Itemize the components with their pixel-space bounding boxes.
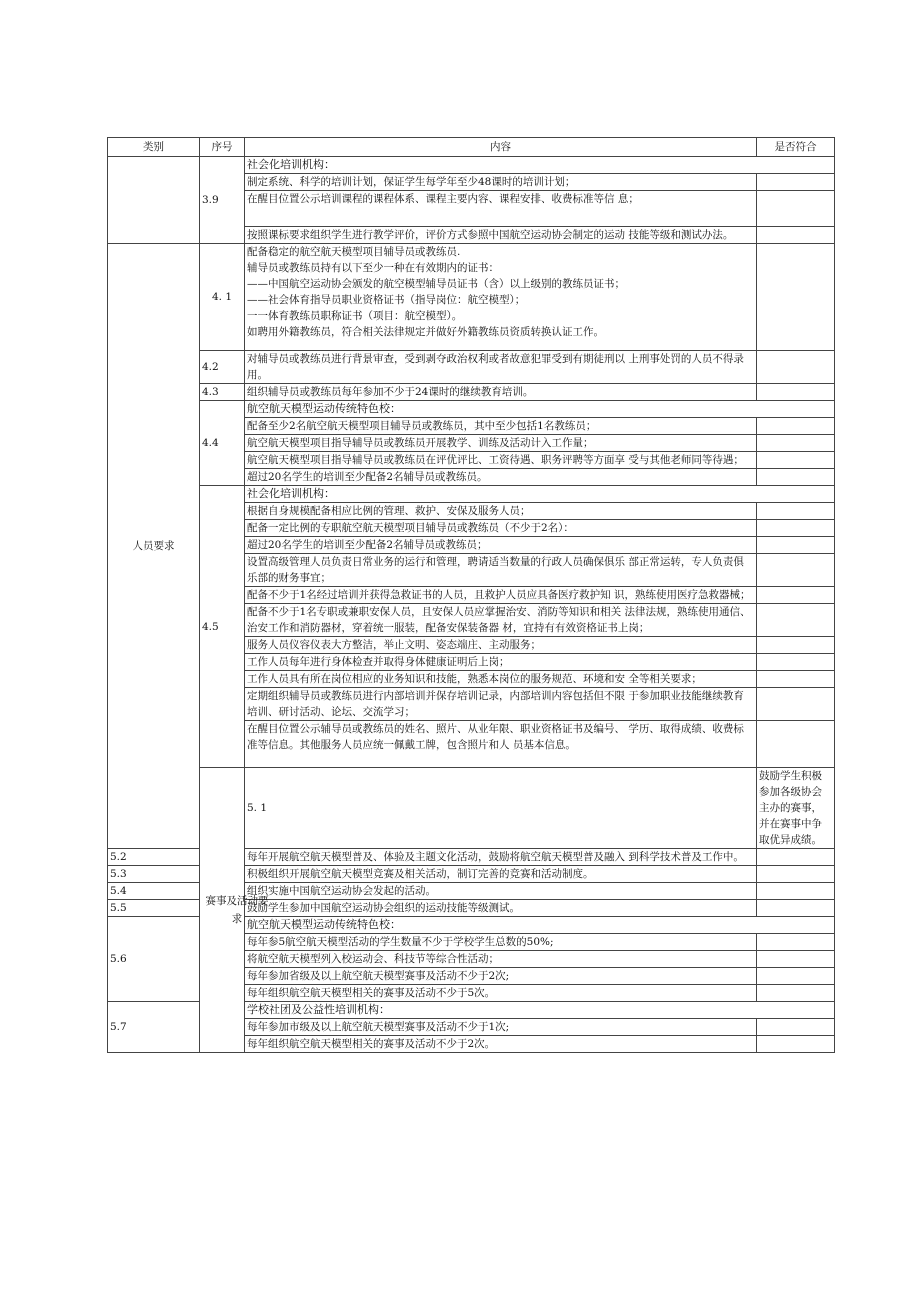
compliance-cell[interactable] bbox=[757, 587, 835, 604]
header-compliant: 是否符合 bbox=[757, 138, 835, 157]
table-row bbox=[108, 486, 835, 503]
header-seq: 序号 bbox=[200, 138, 245, 157]
seq-cell: 4.4 bbox=[200, 401, 245, 486]
content-cell: 按照课标要求组织学生进行教学评价，评价方式参照中国航空运动协会制定的运动 技能等级和测试办法。 bbox=[245, 227, 757, 244]
content-cell: 服务人员仪容仪表大方整洁，举止文明、姿态端庄、主动服务； bbox=[245, 637, 757, 654]
table-row bbox=[108, 351, 835, 384]
table-row bbox=[108, 401, 835, 418]
content-cell: 每年参加省级及以上航空航天模型赛事及活动不少于2次; bbox=[245, 968, 757, 985]
content-cell: 超过20名学生的培训至少配备2名辅导员或教练员。 bbox=[245, 469, 757, 486]
content-cell: 每年组织航空航天模型相关的赛事及活动不少于5次。 bbox=[245, 985, 757, 1002]
compliance-cell[interactable] bbox=[757, 671, 835, 688]
compliance-cell[interactable] bbox=[757, 244, 835, 351]
seq-cell: 5.4 bbox=[108, 883, 200, 900]
compliance-cell[interactable] bbox=[757, 435, 835, 452]
table-row bbox=[108, 157, 835, 174]
seq-cell: 5.5 bbox=[108, 900, 200, 917]
content-cell: 定期组织辅导员或教练员进行内部培训并保存培训记录，内部培训内容包括但不限 于参加职业技能继续教育培训、研讨活动、论坛、交流学习； bbox=[245, 688, 757, 721]
line: ——社会体育指导员职业资格证书（指导岗位：航空模型）； bbox=[247, 294, 526, 306]
compliance-cell[interactable] bbox=[757, 191, 835, 227]
compliance-cell[interactable] bbox=[757, 351, 835, 384]
content-cell: 根据自身规模配备相应比例的管理、救护、安保及服务人员； bbox=[245, 503, 757, 520]
line: 如聘用外籍教练员，符合相关法律规定并做好外籍教练员资质转换认证工作。 bbox=[247, 326, 604, 338]
subheading: 航空航天模型运动传统特色校： bbox=[245, 917, 835, 934]
line: 配备稳定的航空航天模型项目辅导员或教练员. bbox=[247, 246, 461, 258]
content-cell: 鼓励学生积极参加各级协会主办的赛事，并在赛事中争取优异成绩。 bbox=[757, 768, 835, 849]
content-cell: 每年参加市级及以上航空航天模型赛事及活动不少于1次; bbox=[245, 1019, 757, 1036]
content-cell: 每年组织航空航天模型相关的赛事及活动不少于2次。 bbox=[245, 1036, 757, 1053]
content-cell: 将航空航天模型列入校运动会、科技节等综合性活动； bbox=[245, 951, 757, 968]
category-cell bbox=[108, 157, 200, 244]
content-cell: 工作人员每年进行身体检查并取得身体健康证明后上岗； bbox=[245, 654, 757, 671]
table-row bbox=[108, 768, 835, 849]
compliance-cell[interactable] bbox=[757, 227, 835, 244]
compliance-cell[interactable] bbox=[757, 604, 835, 637]
table-row bbox=[108, 384, 835, 401]
content-cell: 在醒目位置公示辅导员或教练员的姓名、照片、从业年限、职业资格证书及编号、 学历、取得成绩、收费标准等信息。其他服务人员应统一佩戴工牌，包含照片和人 员基本信息。 bbox=[245, 721, 757, 768]
content-cell: 航空航天模型项目指导辅导员或教练员开展教学、训练及活动计入工作量； bbox=[245, 435, 757, 452]
content-cell: 组织实施中国航空运动协会发起的活动。 bbox=[245, 883, 757, 900]
compliance-cell[interactable] bbox=[757, 688, 835, 721]
header-category: 类别 bbox=[108, 138, 200, 157]
compliance-cell[interactable] bbox=[757, 900, 835, 917]
content-cell: 航空航天模型项目指导辅导员或教练员在评优评比、工资待遇、职务评聘等方面享 受与其他老师同等待遇； bbox=[245, 452, 757, 469]
content-cell: 鼓励学生参加中国航空运动协会组织的运动技能等级测试。 bbox=[245, 900, 757, 917]
subheading: 社会化培训机构： bbox=[245, 486, 835, 503]
header-row bbox=[108, 138, 835, 157]
compliance-cell[interactable] bbox=[757, 452, 835, 469]
compliance-cell[interactable] bbox=[757, 883, 835, 900]
table-row bbox=[108, 244, 835, 351]
seq-cell: 5.7 bbox=[108, 1002, 200, 1053]
compliance-cell[interactable] bbox=[757, 554, 835, 587]
compliance-cell[interactable] bbox=[757, 654, 835, 671]
content-cell: 组织辅导员或教练员每年参加不少于24课时的继续教育培训。 bbox=[245, 384, 757, 401]
compliance-cell[interactable] bbox=[757, 537, 835, 554]
compliance-cell[interactable] bbox=[757, 1036, 835, 1053]
seq-cell: 3.9 bbox=[200, 157, 245, 244]
compliance-cell[interactable] bbox=[757, 985, 835, 1002]
seq-cell: 4.2 bbox=[200, 351, 245, 384]
content-cell: 对辅导员或教练员进行背景审查，受到剥夺政治权利或者故意犯罪受到有期徒刑以 上刑事处罚的人员不得录用。 bbox=[245, 351, 757, 384]
compliance-cell[interactable] bbox=[757, 849, 835, 866]
seq-cell: 5.6 bbox=[108, 917, 200, 1002]
seq-cell: 5.2 bbox=[108, 849, 200, 866]
content-cell: 设置高级管理人员负责日常业务的运行和管理，聘请适当数量的行政人员确保俱乐 部正常运转，专人负责俱乐部的财务事宜； bbox=[245, 554, 757, 587]
content-cell: 配备不少于1名经过培训并获得急救证书的人员，且救护人员应具备医疗救护知 识，熟练使用医疗急救器械； bbox=[245, 587, 757, 604]
line: ——中国航空运动协会颁发的航空模型辅导员证书（含）以上级别的教练员证书； bbox=[247, 278, 625, 290]
subheading: 航空航天模型运动传统特色校： bbox=[245, 401, 835, 418]
seq-cell: 4.5 bbox=[200, 486, 245, 768]
content-cell: 超过20名学生的培训至少配备2名辅导员或教练员； bbox=[245, 537, 757, 554]
content-cell: 工作人员具有所在岗位相应的业务知识和技能，熟悉本岗位的服务规范、环境和安 全等相关要求； bbox=[245, 671, 757, 688]
content-cell: 每年开展航空航天模型普及、体验及主题文化活动，鼓励将航空航天模型普及融入 到科学技术普及工作中。 bbox=[245, 849, 757, 866]
seq-cell: 4.3 bbox=[200, 384, 245, 401]
compliance-cell[interactable] bbox=[757, 384, 835, 401]
line: 一一体育教练员职称证书（项目：航空模型）。 bbox=[247, 310, 463, 322]
line: 辅导员或教练员持有以下至少一种在有效期内的证书： bbox=[247, 262, 499, 274]
content-cell: 在醒目位置公示培训课程的课程体系、课程主要内容、课程安排、收费标准等信 息； bbox=[245, 191, 757, 227]
subheading: 社会化培训机构： bbox=[245, 157, 835, 174]
compliance-cell[interactable] bbox=[757, 469, 835, 486]
seq-cell: 5.3 bbox=[108, 866, 200, 883]
header-content: 内容 bbox=[245, 138, 757, 157]
compliance-cell[interactable] bbox=[757, 968, 835, 985]
category-label: 赛事及活动要求 bbox=[205, 895, 269, 925]
compliance-cell[interactable] bbox=[757, 1019, 835, 1036]
content-cell: 制定系统、科学的培训计划，保证学生每学年至少48课时的培训计划； bbox=[245, 174, 757, 191]
subheading: 学校社团及公益性培训机构： bbox=[245, 1002, 835, 1019]
seq-cell: 5. 1 bbox=[245, 768, 757, 849]
compliance-cell[interactable] bbox=[757, 951, 835, 968]
compliance-cell[interactable] bbox=[757, 637, 835, 654]
compliance-cell[interactable] bbox=[757, 866, 835, 883]
category-cell: 人员要求 bbox=[108, 244, 200, 849]
compliance-cell[interactable] bbox=[757, 934, 835, 951]
compliance-cell[interactable] bbox=[757, 520, 835, 537]
content-cell bbox=[245, 244, 757, 351]
compliance-cell[interactable] bbox=[757, 721, 835, 768]
content-cell: 积极组织开展航空航天模型竞赛及相关活动，制订完善的竞赛和活动制度。 bbox=[245, 866, 757, 883]
compliance-cell[interactable] bbox=[757, 503, 835, 520]
compliance-cell[interactable] bbox=[757, 418, 835, 435]
content-cell: 配备至少2名航空航天模型项目辅导员或教练员，其中至少包括1名教练员； bbox=[245, 418, 757, 435]
content-cell: 配备一定比例的专职航空航天模型项目辅导员或教练员（不少于2名）： bbox=[245, 520, 757, 537]
content-cell: 每年参5航空航天模型活动的学生数量不少于学校学生总数的50%; bbox=[245, 934, 757, 951]
content-cell: 配备不少于1名专职或兼职安保人员，且安保人员应掌握治安、消防等知识和相关 法律法规，熟练使用通信、治安工作和消防器材，穿着统一服装，配备安保装备器 材，宜持有有效资格证书上岗； bbox=[245, 604, 757, 637]
standards-table bbox=[107, 137, 835, 1053]
compliance-cell[interactable] bbox=[757, 174, 835, 191]
seq-cell: 4. 1 bbox=[200, 244, 245, 351]
